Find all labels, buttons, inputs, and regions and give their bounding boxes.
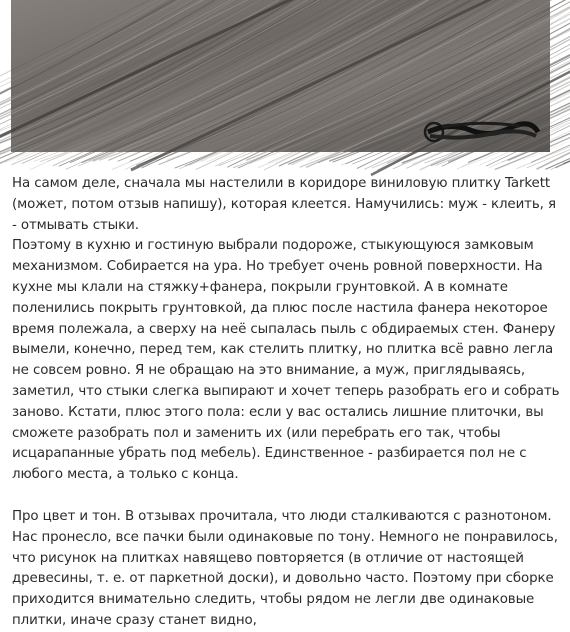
paragraph-intro: На самом деле, сначала мы настелили в коридоре виниловую плитку Tarkett (может, потом отзыв напишу), которая клеется. Намучились: муж - клеить, я - отмывать стыки. bbox=[12, 176, 556, 233]
watermark-scribble bbox=[420, 118, 540, 144]
review-text bbox=[12, 174, 560, 632]
floor-photo bbox=[11, 0, 550, 152]
paragraph-installation: Поэтому в кухню и гостиную выбрали подороже, стыкующуюся замковым механизмом. Собирается на ура. Но требует очень ровной поверхности. На кухне мы клали на стяжку+фанера, покрыли грунтовкой. А в комнате поленились покрыть грунтовкой, да плюс после настила фанера некоторое время полежала, а сверху на неё сыпалась пыль с обдираемых стен. Фанеру вымели, конечно, перед тем, как стелить плитку, но плитка всё равно легла не совсем ровно. Я не обращаю на это внимание, а муж, приглядываясь, заметил, что стыки слегка выпирают и хочет теперь разобрать его и собрать заново. Кстати, плюс этого пола: если у вас остались лишние плиточки, вы сможете разобрать пол и заменить их (или перебрать его так, чтобы исцарапанные убрать под мебель). Единственное - разбирается пол не с любого места, а только с конца. bbox=[12, 238, 560, 483]
paragraph-color-tone: Про цвет и тон. В отзывах прочитала, что люди сталкиваются с разнотоном. Нас пронесло, все пачки были одинаковые по тону. Немного не понравилось, что рисунок на плитках навящево повторяется (в отличие от настоящей древесины, т. е. от паркетной доски), и довольно часто. Поэтому при сборке приходится внимательно следить, чтобы рядом не легли две одинаковые плитки, иначе сразу станет видно, bbox=[12, 508, 558, 628]
